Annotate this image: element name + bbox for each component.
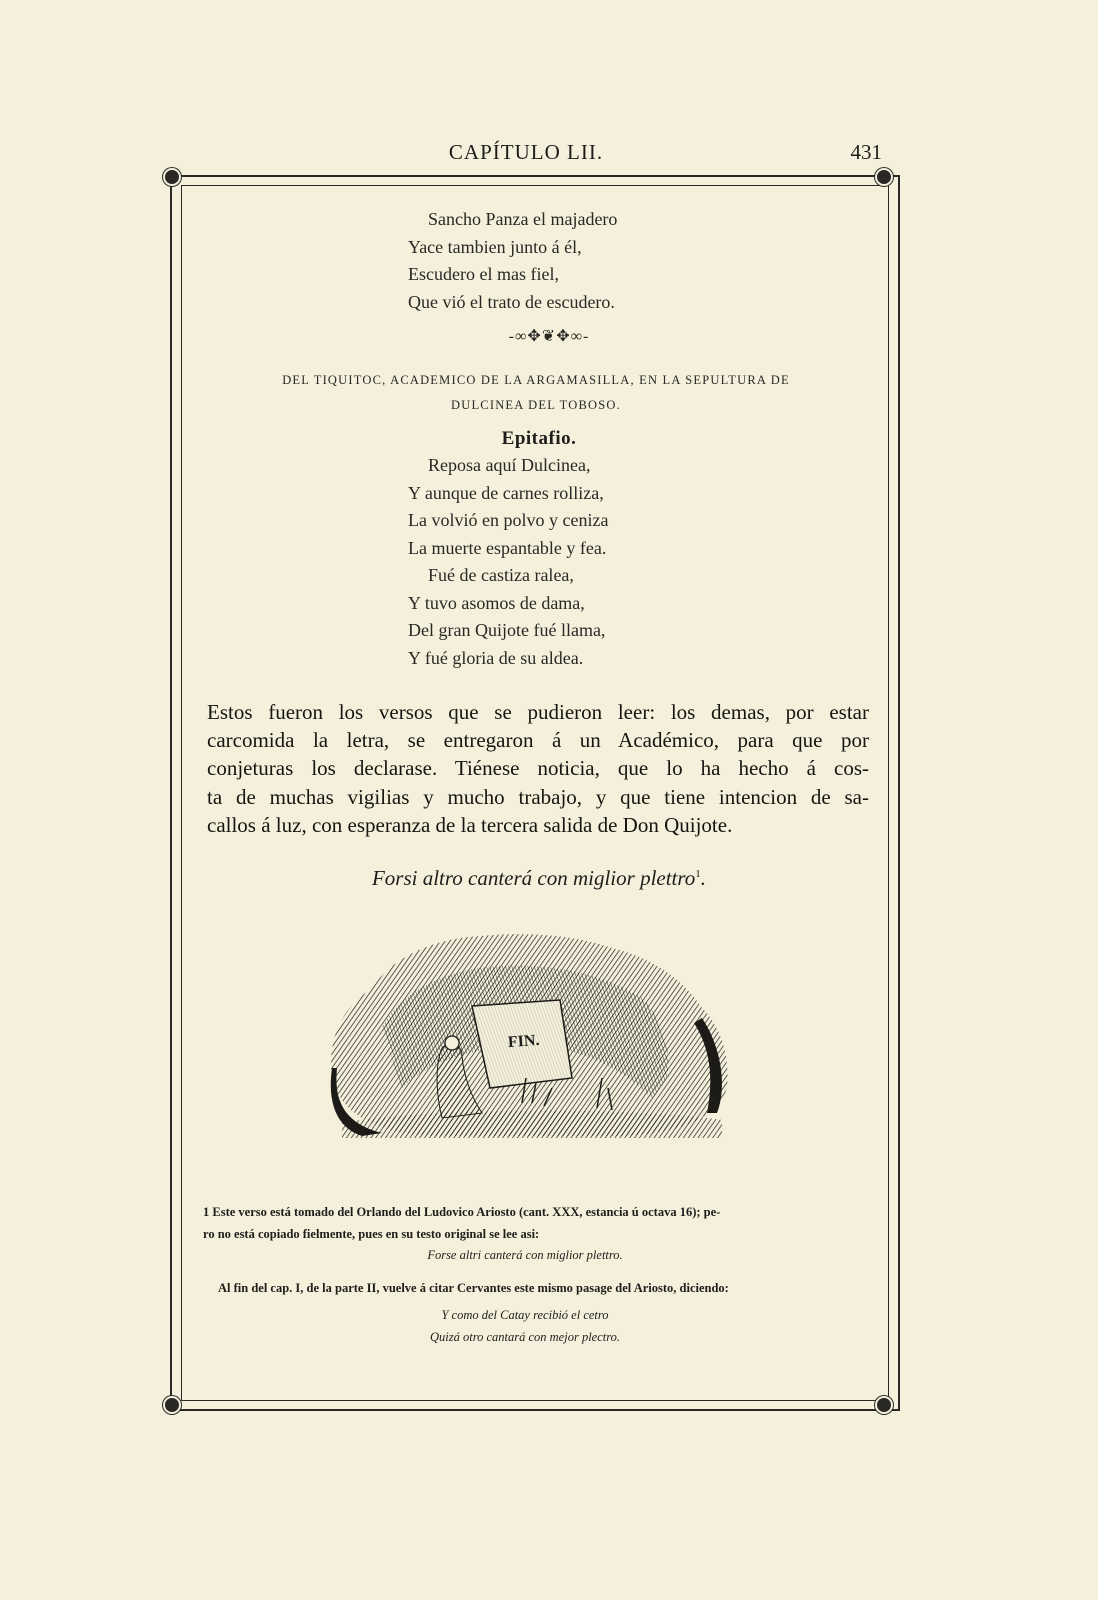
- footnote-line: 1 Este verso está tomado del Orlando del Ludovico Ariosto (cant. XXX, estancia ú octava 16); pe-: [203, 1205, 721, 1219]
- verse-line: Que vió el trato de escudero.: [408, 291, 615, 312]
- epitaph-heading-line: DEL TIQUITOC, ACADEMICO DE LA ARGAMASILLA, EN LA SEPULTURA DE: [282, 373, 790, 387]
- frame-corner-ornament: [163, 1396, 181, 1414]
- prose-line: carcomida la letra, se entregaron á un Académico, para que por: [207, 728, 869, 753]
- prose-line: conjeturas los declarase. Tiénese noticia, que lo ha hecho á cos-: [207, 756, 869, 781]
- quote-text: Forsi altro canterá con miglior plettro: [371, 866, 696, 890]
- page-number: 431: [850, 140, 882, 164]
- frame-corner-ornament: [875, 1396, 893, 1414]
- chapter-title: CAPÍTULO LII.: [448, 140, 604, 164]
- figure-head: [445, 1036, 459, 1050]
- fin-sign-text: FIN.: [507, 1031, 541, 1052]
- epitaph-heading: [232, 368, 840, 418]
- footnotes-second: [218, 1277, 870, 1299]
- verse-line: Y fué gloria de su aldea.: [408, 647, 584, 668]
- footnote-quote: Y como del Catay recibió el cetro: [441, 1308, 609, 1322]
- italian-quote: [0, 866, 1078, 891]
- verse-line: La volvió en polvo y ceniza: [408, 510, 609, 530]
- epitaph-title: Epitafio.: [501, 428, 577, 449]
- verse-line: Del gran Quijote fué llama,: [408, 620, 606, 640]
- footnote-marker: 1: [695, 868, 701, 880]
- verse-line: Sancho Panza el majadero: [428, 209, 618, 229]
- prose-line: Estos fueron los versos que se pudieron leer: los demas, por estar: [207, 700, 869, 724]
- footnote-line: ro no está copiado fielmente, pues en su testo original se lee asi:: [203, 1227, 540, 1241]
- verse-line: Y aunque de carnes rolliza,: [408, 482, 604, 503]
- verse-sancho: [408, 206, 617, 316]
- footnote-quote: Forse altri canterá con miglior plettro.: [427, 1248, 623, 1262]
- epitaph-heading-line: DULCINEA DEL TOBOSO.: [451, 398, 621, 412]
- fin-engraving: [322, 928, 734, 1140]
- verse-line: Y tuvo asomos de dama,: [408, 592, 585, 613]
- verse-line: Reposa aquí Dulcinea,: [428, 455, 591, 475]
- footnotes: [203, 1201, 855, 1245]
- verse-line: Escudero el mas fiel,: [408, 264, 559, 284]
- verse-line: Fué de castiza ralea,: [428, 565, 574, 585]
- verse-line: Yace tambien junto á él,: [408, 236, 582, 257]
- running-header: [170, 140, 882, 170]
- frame-corner-ornament: [875, 168, 893, 186]
- fleuron-ornament: -∞✥❦✥∞-: [508, 328, 590, 345]
- frame-corner-ornament: [163, 168, 181, 186]
- footnote-line: Al fin del cap. I, de la parte II, vuelve á citar Cervantes este mismo pasage del Ariosto, diciendo:: [218, 1281, 729, 1295]
- verse-dulcinea: [408, 452, 608, 672]
- prose-paragraph: [207, 698, 869, 839]
- prose-line: callos á luz, con esperanza de la tercera salida de Don Quijote.: [207, 812, 733, 837]
- verse-line: La muerte espantable y fea.: [408, 537, 607, 558]
- prose-line: ta de muchas vigilias y mucho trabajo, y que tiene intencion de sa-: [207, 784, 869, 809]
- footnote-quote: Quizá otro cantará con mejor plectro.: [429, 1330, 621, 1344]
- quote-suffix: .: [700, 866, 707, 890]
